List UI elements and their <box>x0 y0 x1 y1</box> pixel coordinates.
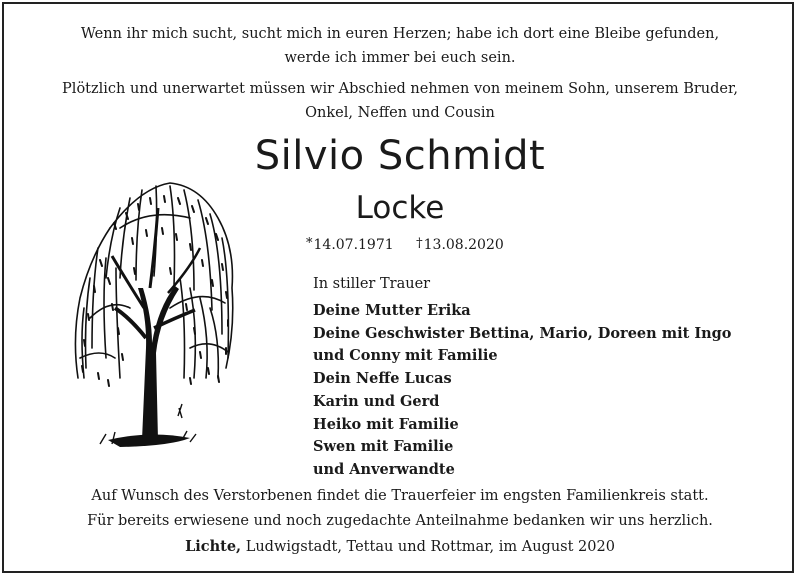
intro <box>0 77 800 125</box>
motto-line-2: werde ich immer bei euch sein. <box>284 50 516 66</box>
mourner-item: Heiko mit Familie <box>313 415 459 433</box>
weeping-willow-icon <box>50 168 250 458</box>
closing-place-bold: Lichte, <box>185 538 242 555</box>
motto-line-1: Wenn ihr mich sucht, sucht mich in euren Herzen; habe ich dort eine Bleibe gefunden, <box>80 26 720 42</box>
intro-line-1: Plötzlich und unerwartet müssen wir Abschied nehmen von meinem Sohn, unserem Bruder, <box>62 81 738 97</box>
closing-place-rest: Ludwigstadt, Tettau und Rottmar, im August 2020 <box>241 539 615 555</box>
death-date: 13.08.2020 <box>423 237 504 253</box>
birth-star-icon: * <box>306 236 313 251</box>
mourner-item: und Anverwandte <box>313 460 455 478</box>
intro-line-2: Onkel, Neffen und Cousin <box>305 105 495 121</box>
motto <box>0 22 800 70</box>
mourner-item: Deine Geschwister Bettina, Mario, Doreen mit Ingo <box>313 324 732 342</box>
death-cross-icon: † <box>416 236 423 251</box>
mourner-item: und Conny mit Familie <box>313 347 498 365</box>
birth-date-group <box>306 236 394 253</box>
deceased-name: Silvio Schmidt <box>254 133 546 179</box>
mourning-label: In stiller Trauer <box>313 276 431 292</box>
closing-line-2: Für bereits erwiesene und noch zugedachte Anteilnahme bedanken wir uns herzlich. <box>87 513 713 529</box>
mourner-list <box>313 300 731 482</box>
mourner-item: Swen mit Familie <box>313 438 454 456</box>
life-dates <box>306 236 504 253</box>
mourner-item: Dein Neffe Lucas <box>313 370 452 388</box>
closing <box>0 484 800 560</box>
closing-place <box>0 534 800 560</box>
deceased-nickname: Locke <box>355 190 445 226</box>
birth-date: 14.07.1971 <box>313 237 394 253</box>
closing-line-1: Auf Wunsch des Verstorbenen findet die Trauerfeier im engsten Familienkreis statt. <box>91 488 709 504</box>
death-date-group <box>416 236 504 253</box>
mourner-item: Karin und Gerd <box>313 392 440 410</box>
mourner-item: Deine Mutter Erika <box>313 302 471 319</box>
